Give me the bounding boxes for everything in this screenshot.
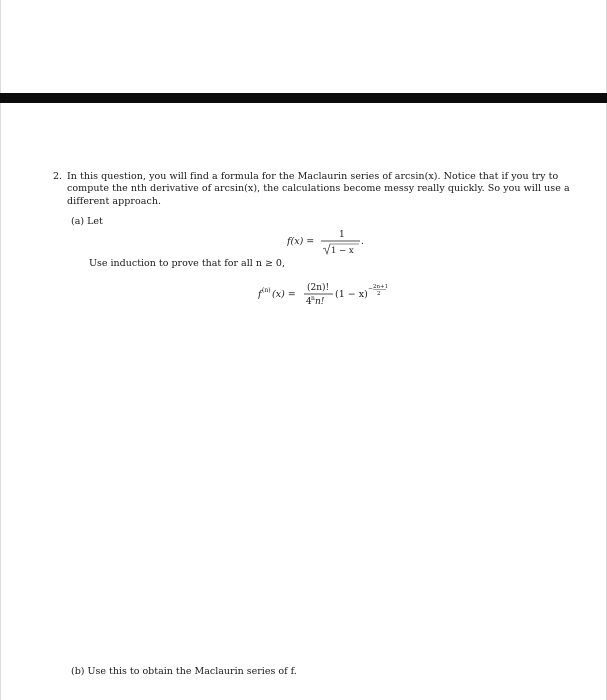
eq1-lhs: f(x) = — [287, 236, 315, 247]
derivative-formula-equation — [258, 279, 408, 311]
eq2-exponent-sign: − — [368, 285, 374, 292]
eq1-trailing-period: . — [361, 237, 364, 247]
part-b-label: (b) Use this to obtain the Maclaurin series of f. — [71, 666, 297, 677]
eq2-lhs-order: (n) — [262, 287, 271, 294]
function-definition-equation — [287, 229, 367, 257]
eq2-lhs-arg: (x) = — [272, 289, 296, 300]
question-number: 2. — [53, 171, 63, 182]
eq2-numerator: (2n)! — [307, 283, 330, 293]
eq2-denominator-power: n — [311, 295, 315, 302]
header-divider-bar — [0, 93, 607, 103]
eq1-numerator: 1 — [339, 230, 345, 240]
question-text-line-3: different approach. — [67, 196, 162, 207]
eq1-denominator-radicand: 1 − x — [331, 246, 354, 256]
eq2-lhs-f: f — [258, 289, 262, 300]
eq2-factor: (1 − x) — [335, 289, 368, 300]
eq2-exponent-numerator: 2n+1 — [373, 284, 389, 290]
eq2-denominator-base: 4 — [306, 297, 312, 307]
part-a-label: (a) Let — [71, 216, 103, 227]
question-text-line-2: compute the nth derivative of arcsin(x), the calculations become messy really quickly. So you will use a — [67, 183, 570, 194]
page-left-edge — [0, 0, 1, 700]
eq2-exponent-denominator: 2 — [377, 291, 381, 297]
eq2-denominator-factorial: n! — [315, 297, 325, 307]
induction-instruction: Use induction to prove that for all n ≥ 0, — [89, 258, 285, 269]
question-text-line-1: In this question, you will find a formula for the Maclaurin series of arcsin(x). Notice that if you try to — [67, 171, 559, 182]
